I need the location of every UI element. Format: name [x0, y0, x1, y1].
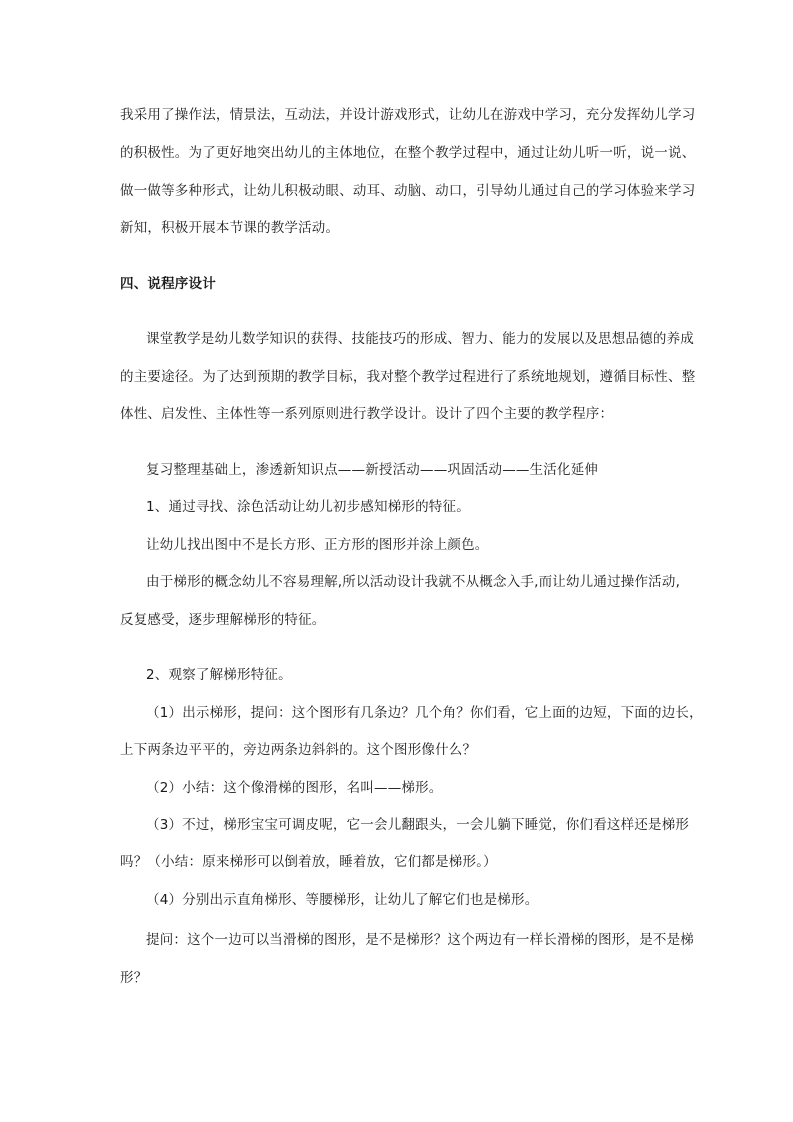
list-item: （3）不过，梯形宝宝可调皮呢，它一会儿翻跟头，一会儿躺下睡觉，你们看这样还是梯形: [146, 817, 690, 833]
paragraph-line: 体性、启发性、主体性等一系列原则进行教学设计。设计了四个主要的教学程序：: [120, 406, 614, 422]
paragraph-line: 做一做等多种形式，让幼儿积极动眼、动耳、动脑、动口，引导幼儿通过自己的学习体验来学习: [120, 183, 696, 199]
question-continuation: 形？: [120, 970, 148, 986]
list-item: （2）小结：这个像滑梯的图形，名叫——梯形。: [146, 780, 443, 796]
paragraph-line: 由于梯形的概念幼儿不容易理解,所以活动设计我就不从概念入手,而让幼儿通过操作活动,: [146, 574, 681, 590]
paragraph-line: 反复感受，逐步理解梯形的特征。: [120, 612, 326, 628]
list-item-continuation: 吗？（小结：原来梯形可以倒着放，睡着放，它们都是梯形。）: [120, 854, 497, 870]
section-heading: 四、说程序设计: [120, 276, 216, 292]
program-flow: 复习整理基础上，渗透新知识点——新授活动——巩固活动——生活化延伸: [146, 462, 599, 478]
list-item: （1）出示梯形，提问：这个图形有几条边？几个角？你们看，它上面的边短，下面的边长，: [146, 705, 703, 721]
step-text: 让幼儿找出图中不是长方形、正方形的图形并涂上颜色。: [146, 537, 489, 553]
step-title: 2、观察了解梯形特征。: [146, 667, 292, 683]
paragraph-line: 的积极性。为了更好地突出幼儿的主体地位，在整个教学过程中，通过让幼儿听一听，说一说、: [120, 145, 696, 161]
paragraph-line: 新知，积极开展本节课的教学活动。: [120, 220, 340, 236]
paragraph-line: 我采用了操作法，情景法，互动法，并设计游戏形式，让幼儿在游戏中学习，充分发挥幼儿学习: [120, 107, 696, 123]
paragraph-line: 课堂教学是幼儿数学知识的获得、技能技巧的形成、智力、能力的发展以及思想品德的养成: [146, 331, 694, 347]
step-title: 1、通过寻找、涂色活动让幼儿初步感知梯形的特征。: [146, 499, 470, 515]
paragraph-line: 的主要途径。为了达到预期的教学目标，我对整个教学过程进行了系统地规划，遵循目标性、整: [120, 369, 696, 385]
list-item-continuation: 上下两条边平平的，旁边两条边斜斜的。这个图形像什么？: [120, 742, 477, 758]
question-line: 提问：这个一边可以当滑梯的图形，是不是梯形？这个两边有一样长滑梯的图形，是不是梯: [146, 932, 694, 948]
list-item: （4）分别出示直角梯形、等腰梯形，让幼儿了解它们也是梯形。: [146, 892, 539, 908]
